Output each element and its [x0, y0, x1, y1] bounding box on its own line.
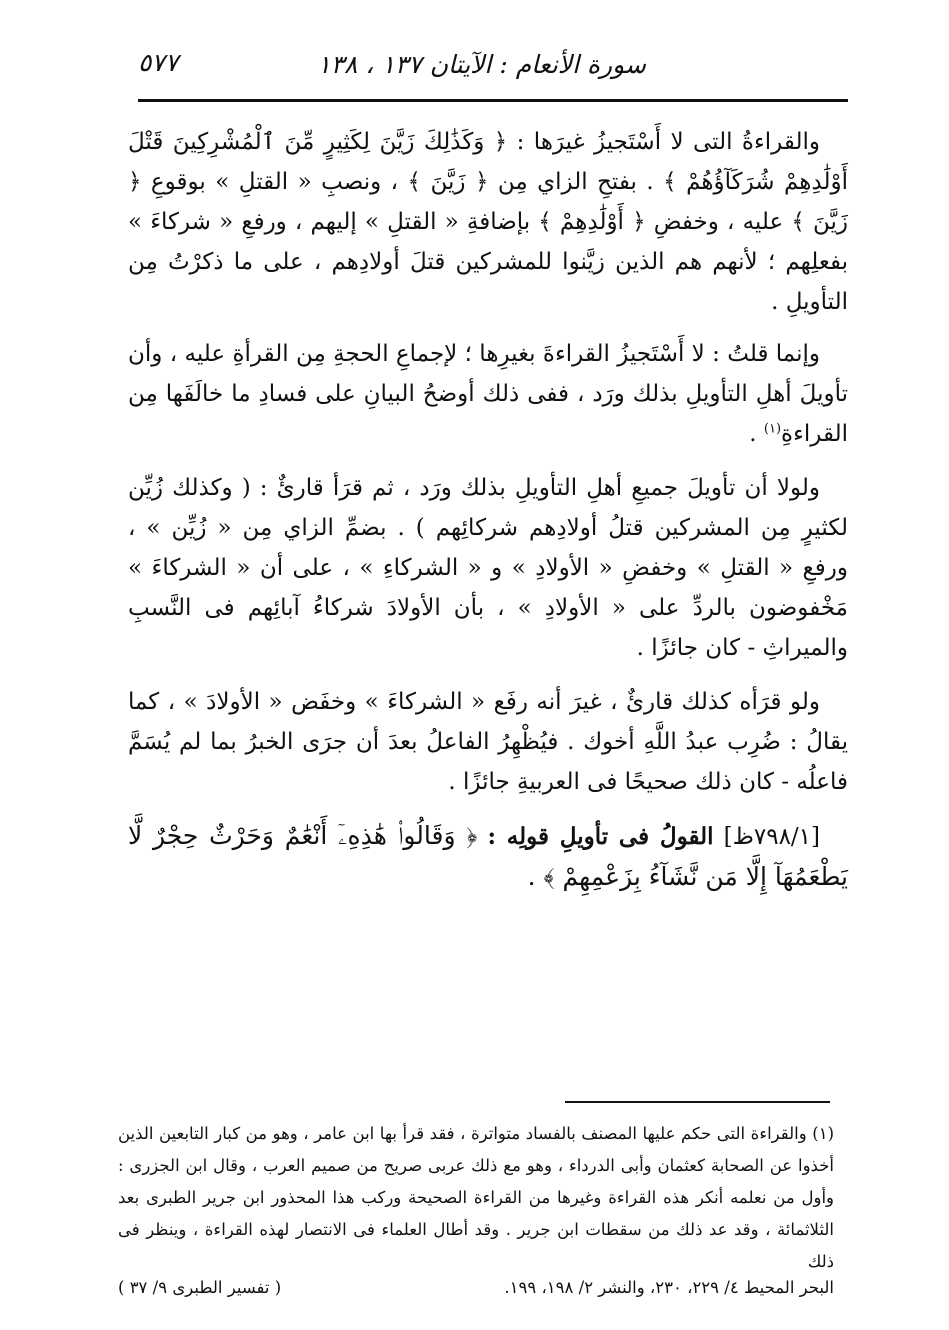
footnote-rule: [565, 1101, 830, 1103]
paragraph-1-text: والقراءةُ التى لا أَسْتَجيزُ غيرَها : ﴿ وَكَذَٰلِكَ زَيَّنَ لِكَثِيرٍ مِّنَ ٱلْمُشْرِكِينَ قَتْلَ أَوْلَٰدِهِمْ شُرَكَآؤُهُمْ ﴾ . بفتحِ الزاي مِن ﴿ زَيَّنَ ﴾ ، ونصبِ « القتلِ » بوقوعِ ﴿ زَيَّنَ ﴾ عليه ، وخفضِ ﴿ أَوْلَٰدِهِمْ ﴾ بإضافةِ « القتلِ » إليهم ، ورفعِ « شركاءَ » بفعلِهم ؛ لأنهم هم الذين زيَّنوا للمشركين قتلَ أولادِهم ، على ما ذكرْتُ مِن التأويلِ .: [128, 129, 848, 315]
paragraph-2-text: وإنما قلتُ : لا أَسْتَجيزُ القراءةَ بغيرِها ؛ لإجماعِ الحجةِ مِن القرأةِ عليه ، وأن تأويلَ أهلِ التأويلِ بذلك ورَد ، ففى ذلك أوضحُ البيانِ على فسادِ ما خالَفَها مِن القراءةِ: [128, 341, 848, 447]
page-body: [128, 122, 848, 912]
paragraph-2: [128, 334, 848, 454]
quran-verse: ﴿ وَقَالُوا۟ هَٰذِهِۦٓ أَنْعَٰمٌ وَحَرْثٌ حِجْرٌ لَّا يَطْعَمُهَآ إِلَّا مَن نَّشَآءُ بِزَعْمِهِمْ ﴾ .: [128, 821, 848, 891]
footnote-sources: البحر المحيط ٤/ ٢٢٩، ٢٣٠، والنشر ٢/ ١٩٨، ١٩٩.: [504, 1278, 834, 1297]
paragraph-4-text: ولو قرَأه كذلك قارئٌ ، غيرَ أنه رفَع « الشركاءَ » وخفَض « الأولادَ » ، كما يقالُ : ضُرِب عبدُ اللَّهِ أخوك . فيُظْهِرُ الفاعلُ بعدَ أن جرَى الخبرُ بما لم يُسَمَّ فاعلُه - كان ذلك صحيحًا فى العربيةِ جائزًا .: [128, 689, 848, 795]
paragraph-4: [128, 682, 848, 802]
manuscript-marker: [٧٩٨/١ظ]: [723, 824, 821, 850]
paragraph-3: [128, 468, 848, 668]
footnote-last-line: [118, 1278, 834, 1310]
paragraph-2-end: .: [749, 421, 757, 447]
page-number: ٥٧٧: [138, 48, 179, 77]
book-reference: ( تفسير الطبرى ٩/ ٣٧ ): [118, 1278, 282, 1297]
paragraph-1: [128, 122, 848, 322]
footnotes: [118, 1118, 834, 1278]
heading-label: القولُ فى تأويلِ قولِه :: [487, 823, 714, 850]
header-rule: [138, 99, 848, 102]
paragraph-3-text: ولولا أن تأويلَ جميعِ أهلِ التأويلِ بذلك ورَد ، ثم قرَأ قارئٌ : ( وكذلك زُيِّن لكثيرٍ مِن المشركين قتلُ أولادِهم شركائِهم ) . بضمِّ الزاي مِن « زُيِّن » ، ورفعِ « القتلِ » وخفضِ « الأولادِ » و « الشركاءِ » ، على أن « الشركاءَ » مَخْفوضون بالردِّ على « الأولادِ » ، بأن الأولادَ شركاءُ آبائِهم فى النَّسبِ والميراثِ - كان جائزًا .: [128, 475, 849, 661]
header-title: سورة الأنعام : الآيتان ١٣٧ ، ١٣٨: [317, 50, 646, 79]
page-header: [138, 40, 846, 90]
footnote-reference[interactable]: (١): [763, 421, 782, 437]
footnote-1: (١) والقراءة التى حكم عليها المصنف بالفساد متواترة ، فقد قرأ بها ابن عامر ، وهو من كبار التابعين الذين أخذوا عن الصحابة كعثمان وأبى الدرداء ، وهو مع ذلك عربى صريح من صميم العرب ، وقال ابن الجزرى : وأول من نعلمه أنكر هذه القراءة وغيرها من القراءة الصحيحة وركب هذا المحذور ابن جرير الطبرى بعد الثلاثمائة ، وقد عد ذلك من سقطات ابن جرير . وقد أطال العلماء فى الانتصار لهذه القراءة ، وينظر فى ذلك: [118, 1124, 834, 1271]
section-heading: [128, 816, 848, 898]
